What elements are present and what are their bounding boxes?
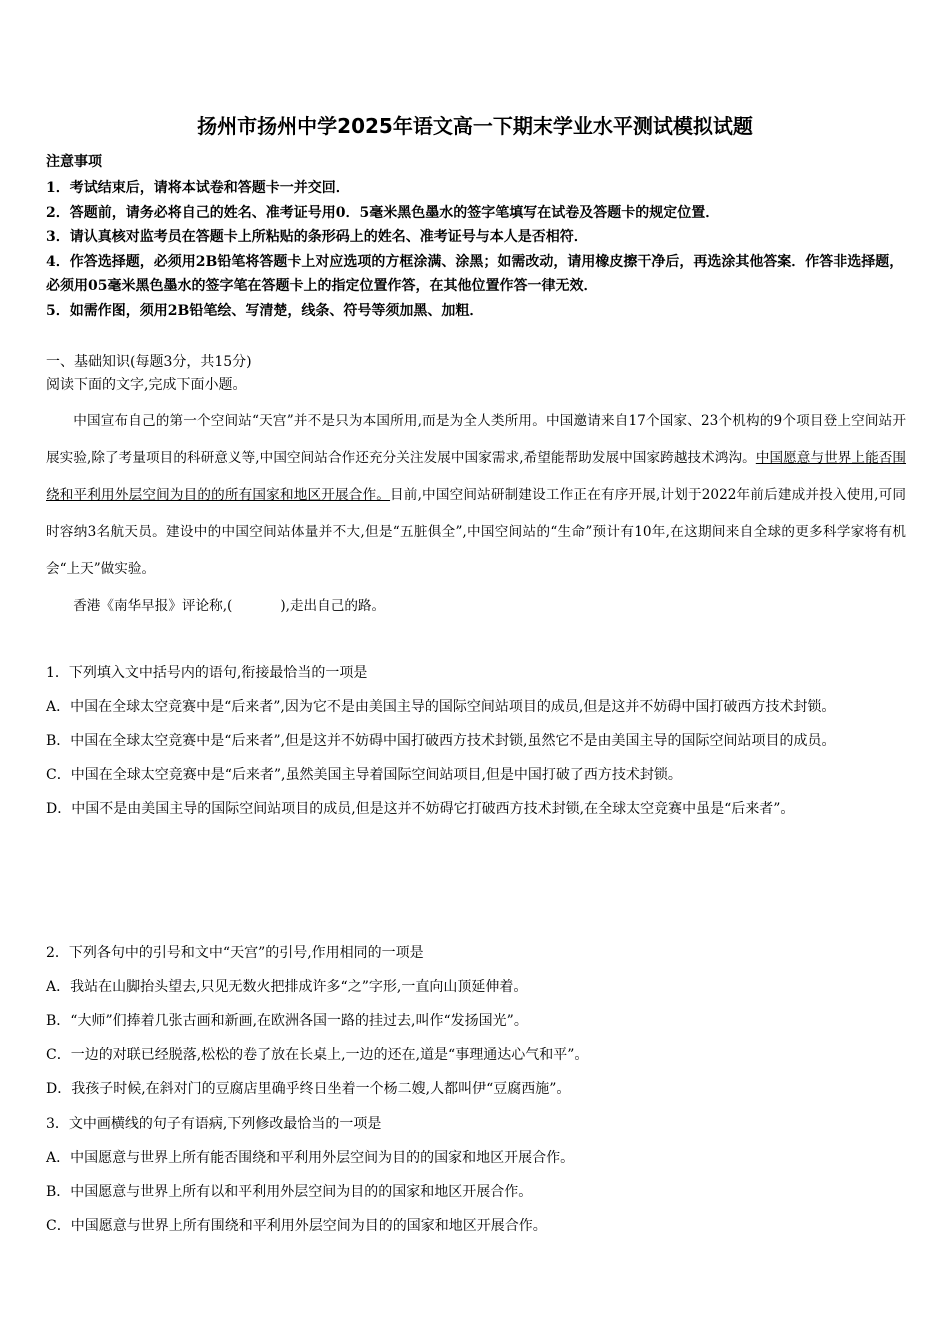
notice-item: 2．答题前，请务必将自己的姓名、准考证号用0．5毫米黑色墨水的签字笔填写在试卷及答题卡的规定位置． [46,204,720,221]
question-stem: 2．下列各句中的引号和文中“天宫”的引号,作用相同的一项是 [46,945,424,961]
passage-text: ),走出自己的路。 [280,598,386,614]
page-title: 扬州市扬州中学2025年语文高一下期末学业水平测试模拟试题 [197,114,753,138]
reading-passage [46,403,906,625]
question-3 [46,1107,906,1243]
notice-list [46,176,906,323]
option-a: A．我站在山脚抬头望去,只见无数火把排成许多“之”字形,一直向山顶延伸着。 [46,979,528,995]
question-stem: 1．下列填入文中括号内的语句,衔接最恰当的一项是 [46,665,368,681]
notice-item: 5．如需作图，须用2B铅笔绘、写清楚，线条、符号等须加黑、加粗． [46,302,484,319]
option-d: D．中国不是由美国主导的国际空间站项目的成员,但是这并不妨碍它打破西方技术封锁,在全球太空竞赛中虽是“后来者”。 [46,801,795,817]
option-d: D．我孩子时候,在斜对门的豆腐店里确乎终日坐着一个杨二嫂,人都叫伊“豆腐西施”。 [46,1081,571,1097]
option-b: B．中国在全球太空竞赛中是“后来者”,但是这并不妨碍中国打破西方技术封锁,虽然它不是由美国主导的国际空间站项目的成员。 [46,733,836,749]
option-b: B．“大师”们捧着几张古画和新画,在欧洲各国一路的挂过去,叫作“发扬国光”。 [46,1013,528,1029]
option-c: C．一边的对联已经脱落,松松的卷了放在长桌上,一边的还在,道是“事理通达心气和平”。 [46,1047,589,1063]
underlined-sentence: 中国愿意与世界上能否围绕和平利用外层空间为目的的所有国家和地区开展合作。 [46,450,907,503]
section-heading: 一、基础知识(每题3分，共15分) [46,354,252,370]
notice-item: 3．请认真核对监考员在答题卡上所粘贴的条形码上的姓名、准考证号与本人是否相符． [46,229,588,245]
passage-paragraph [46,588,906,625]
passage-paragraph [46,403,906,588]
option-c: C．中国在全球太空竞赛中是“后来者”,虽然美国主导着国际空间站项目,但是中国打破了西方技术封锁。 [46,767,682,783]
option-c: C．中国愿意与世界上所有围绕和平利用外层空间为目的的国家和地区开展合作。 [46,1218,547,1234]
option-a: A．中国愿意与世界上所有能否围绕和平利用外层空间为目的的国家和地区开展合作。 [46,1150,575,1166]
option-b: B．中国愿意与世界上所有以和平利用外层空间为目的的国家和地区开展合作。 [46,1184,533,1200]
question-stem: 3．文中画横线的句子有语病,下列修改最恰当的一项是 [46,1116,382,1132]
notice-heading: 注意事项 [46,154,102,170]
section-intro: 阅读下面的文字,完成下面小题。 [46,377,247,393]
question-1 [46,656,906,826]
notice-item: 4．作答选择题，必须用2B铅笔将答题卡上对应选项的方框涂满、涂黑；如需改动，请用橡皮擦干净后，再选涂其他答案．作答非选择题，必须用05毫米黑色墨水的签字笔在答题卡上的指定位置作答，在其他位置作答一律无效． [46,253,904,294]
passage-text: 中国宣布自己的第一个空间站“天宫”并不是只为本国所用,而是为全人类所用。中国邀请来自17个国家、23个机构的9个项目登上空间站开展实验,除了考量项目的科研意义等,中国空间站合作还充分关注发展中国家需求,希望能帮助发展中国家跨越技术鸿沟。 [46,413,906,466]
passage-text: 目前,中国空间站研制建设工作正在有序开展,计划于2022年前后建成并投入使用,可同时容纳3名航天员。建设中的中国空间站体量并不大,但是“五脏俱全”,中国空间站的“生命”预计有10年,在这期间来自全球的更多科学家将有机会“上天”做实验。 [46,487,907,577]
question-2 [46,936,906,1106]
notice-item: 1．考试结束后，请将本试卷和答题卡一并交回． [46,180,350,196]
passage-text: 香港《南华早报》评论称,( [73,598,233,614]
option-a: A．中国在全球太空竞赛中是“后来者”,因为它不是由美国主导的国际空间站项目的成员,但是这并不妨碍中国打破西方技术封锁。 [46,699,836,715]
